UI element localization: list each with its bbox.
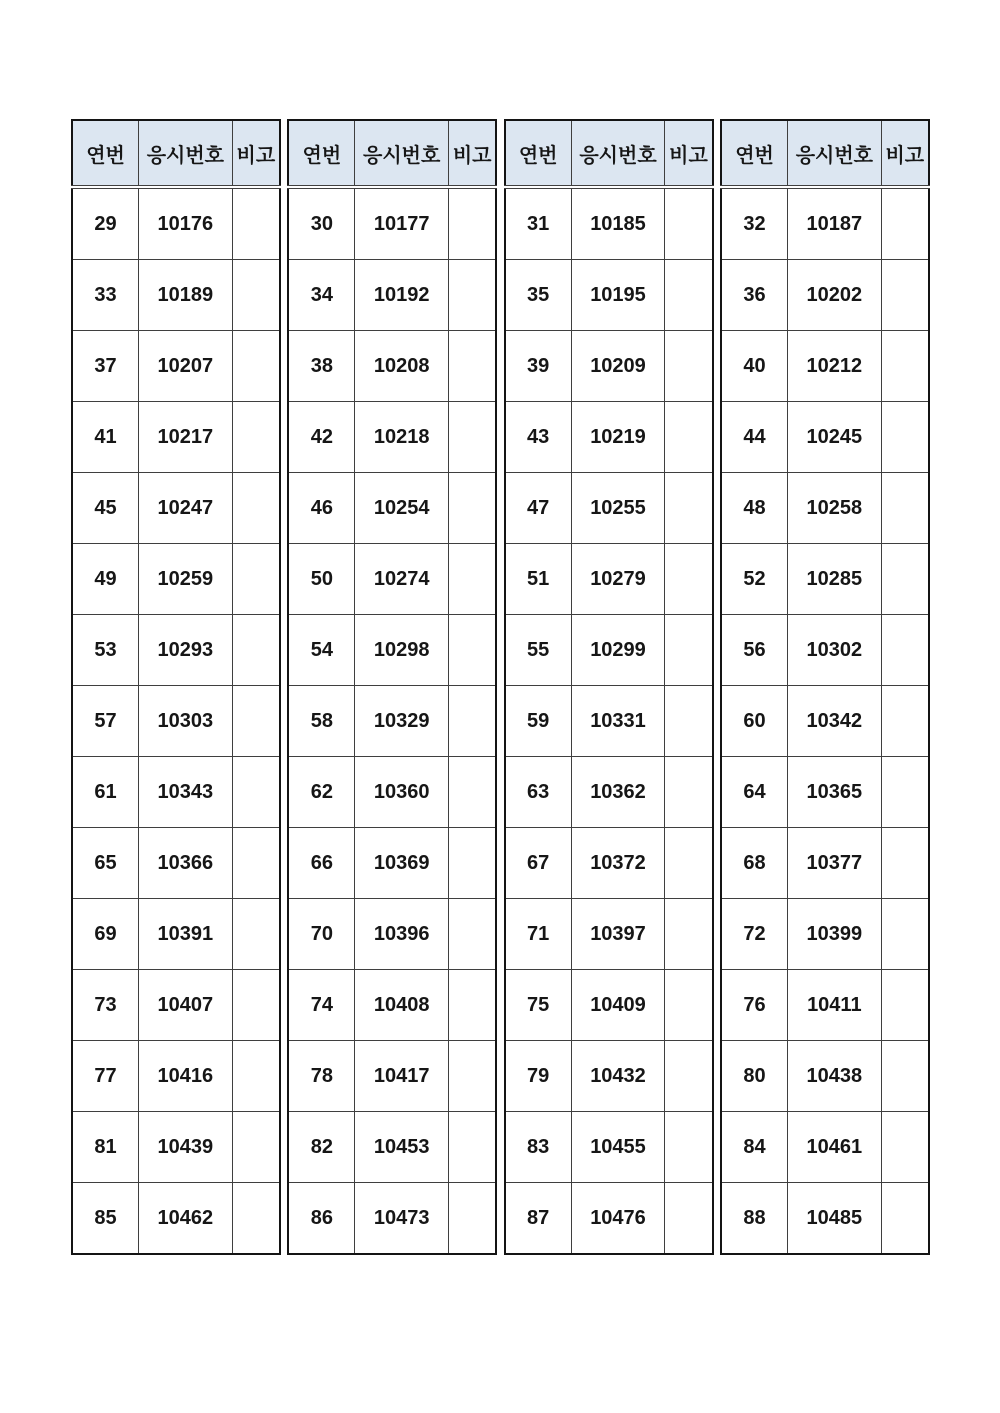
- exam-number-cell: 10397: [571, 899, 665, 970]
- note-cell: [665, 1183, 713, 1255]
- note-cell: [448, 686, 496, 757]
- note-cell: [232, 473, 280, 544]
- header-note: 비고: [881, 120, 929, 187]
- note-cell: [665, 828, 713, 899]
- exam-number-cell: 10299: [571, 615, 665, 686]
- exam-number-cell: 10408: [355, 970, 449, 1041]
- note-cell: [232, 615, 280, 686]
- table-row: [72, 402, 280, 473]
- note-cell: [448, 402, 496, 473]
- serial-cell: 69: [72, 899, 139, 970]
- exam-number-cell: 10365: [788, 757, 882, 828]
- table-row: [721, 1041, 929, 1112]
- table-row: [505, 1183, 713, 1255]
- exam-number-cell: 10411: [788, 970, 882, 1041]
- exam-number-cell: 10187: [788, 187, 882, 260]
- note-cell: [665, 757, 713, 828]
- exam-number-cell: 10473: [355, 1183, 449, 1255]
- exam-number-cell: 10285: [788, 544, 882, 615]
- note-cell: [448, 1183, 496, 1255]
- note-cell: [881, 544, 929, 615]
- serial-cell: 73: [72, 970, 139, 1041]
- table-row: [505, 828, 713, 899]
- serial-cell: 80: [721, 1041, 788, 1112]
- exam-table-group-2: [287, 119, 497, 1255]
- exam-roster-table-band: [71, 119, 930, 1255]
- serial-cell: 40: [721, 331, 788, 402]
- table-row: [505, 402, 713, 473]
- serial-cell: 38: [288, 331, 355, 402]
- header-row: [288, 120, 496, 187]
- note-cell: [665, 473, 713, 544]
- serial-cell: 35: [505, 260, 572, 331]
- note-cell: [665, 1112, 713, 1183]
- serial-cell: 86: [288, 1183, 355, 1255]
- serial-cell: 65: [72, 828, 139, 899]
- table-row: [505, 544, 713, 615]
- header-serial: 연번: [288, 120, 355, 187]
- note-cell: [665, 331, 713, 402]
- serial-cell: 64: [721, 757, 788, 828]
- table-row: [721, 473, 929, 544]
- table-row: [721, 757, 929, 828]
- table-row: [288, 899, 496, 970]
- exam-number-cell: 10255: [571, 473, 665, 544]
- header-serial: 연번: [72, 120, 139, 187]
- exam-number-cell: 10476: [571, 1183, 665, 1255]
- table-row: [721, 970, 929, 1041]
- exam-number-cell: 10247: [139, 473, 233, 544]
- serial-cell: 36: [721, 260, 788, 331]
- exam-number-cell: 10462: [139, 1183, 233, 1255]
- note-cell: [232, 828, 280, 899]
- note-cell: [448, 615, 496, 686]
- table-row: [288, 1112, 496, 1183]
- note-cell: [232, 757, 280, 828]
- exam-number-cell: 10342: [788, 686, 882, 757]
- table-row: [72, 1183, 280, 1255]
- exam-number-cell: 10303: [139, 686, 233, 757]
- header-exam-number: 응시번호: [788, 120, 882, 187]
- serial-cell: 72: [721, 899, 788, 970]
- exam-number-cell: 10360: [355, 757, 449, 828]
- header-row: [72, 120, 280, 187]
- serial-cell: 34: [288, 260, 355, 331]
- table-row: [72, 757, 280, 828]
- table-row: [288, 331, 496, 402]
- table-row: [721, 402, 929, 473]
- serial-cell: 63: [505, 757, 572, 828]
- serial-cell: 74: [288, 970, 355, 1041]
- serial-cell: 70: [288, 899, 355, 970]
- serial-cell: 50: [288, 544, 355, 615]
- table-row: [288, 970, 496, 1041]
- serial-cell: 59: [505, 686, 572, 757]
- serial-cell: 55: [505, 615, 572, 686]
- note-cell: [665, 899, 713, 970]
- note-cell: [448, 757, 496, 828]
- exam-number-cell: 10217: [139, 402, 233, 473]
- table-row: [288, 757, 496, 828]
- table-row: [288, 686, 496, 757]
- exam-number-cell: 10455: [571, 1112, 665, 1183]
- table-row: [72, 331, 280, 402]
- exam-number-cell: 10207: [139, 331, 233, 402]
- table-row: [505, 473, 713, 544]
- note-cell: [448, 828, 496, 899]
- note-cell: [448, 1041, 496, 1112]
- note-cell: [232, 331, 280, 402]
- serial-cell: 48: [721, 473, 788, 544]
- exam-number-cell: 10329: [355, 686, 449, 757]
- table-row: [721, 544, 929, 615]
- note-cell: [232, 1112, 280, 1183]
- note-cell: [881, 331, 929, 402]
- table-row: [505, 686, 713, 757]
- note-cell: [232, 1041, 280, 1112]
- serial-cell: 52: [721, 544, 788, 615]
- exam-number-cell: 10209: [571, 331, 665, 402]
- header-row: [505, 120, 713, 187]
- exam-number-cell: 10219: [571, 402, 665, 473]
- exam-number-cell: 10298: [355, 615, 449, 686]
- exam-number-cell: 10453: [355, 1112, 449, 1183]
- exam-number-cell: 10218: [355, 402, 449, 473]
- exam-table-group-3: [504, 119, 714, 1255]
- table-row: [721, 331, 929, 402]
- note-cell: [448, 970, 496, 1041]
- table-row: [505, 970, 713, 1041]
- exam-number-cell: 10185: [571, 187, 665, 260]
- table-row: [721, 899, 929, 970]
- serial-cell: 58: [288, 686, 355, 757]
- exam-number-cell: 10331: [571, 686, 665, 757]
- serial-cell: 46: [288, 473, 355, 544]
- serial-cell: 85: [72, 1183, 139, 1255]
- table-row: [72, 473, 280, 544]
- table-row: [505, 757, 713, 828]
- serial-cell: 29: [72, 187, 139, 260]
- header-note: 비고: [665, 120, 713, 187]
- serial-cell: 83: [505, 1112, 572, 1183]
- serial-cell: 45: [72, 473, 139, 544]
- note-cell: [881, 828, 929, 899]
- table-row: [72, 187, 280, 260]
- table-row: [505, 187, 713, 260]
- exam-number-cell: 10259: [139, 544, 233, 615]
- serial-cell: 75: [505, 970, 572, 1041]
- serial-cell: 61: [72, 757, 139, 828]
- serial-cell: 77: [72, 1041, 139, 1112]
- serial-cell: 68: [721, 828, 788, 899]
- serial-cell: 71: [505, 899, 572, 970]
- exam-number-cell: 10372: [571, 828, 665, 899]
- table-row: [288, 828, 496, 899]
- exam-number-cell: 10202: [788, 260, 882, 331]
- serial-cell: 43: [505, 402, 572, 473]
- note-cell: [881, 187, 929, 260]
- serial-cell: 51: [505, 544, 572, 615]
- exam-number-cell: 10293: [139, 615, 233, 686]
- header-note: 비고: [448, 120, 496, 187]
- note-cell: [665, 544, 713, 615]
- exam-number-cell: 10302: [788, 615, 882, 686]
- serial-cell: 81: [72, 1112, 139, 1183]
- serial-cell: 47: [505, 473, 572, 544]
- serial-cell: 44: [721, 402, 788, 473]
- note-cell: [232, 187, 280, 260]
- note-cell: [881, 260, 929, 331]
- header-exam-number: 응시번호: [139, 120, 233, 187]
- note-cell: [881, 757, 929, 828]
- exam-table-group-4: [720, 119, 930, 1255]
- table-row: [72, 899, 280, 970]
- table-row: [505, 260, 713, 331]
- serial-cell: 67: [505, 828, 572, 899]
- exam-number-cell: 10362: [571, 757, 665, 828]
- table-row: [505, 1112, 713, 1183]
- table-row: [72, 544, 280, 615]
- serial-cell: 66: [288, 828, 355, 899]
- table-row: [72, 828, 280, 899]
- exam-number-cell: 10189: [139, 260, 233, 331]
- serial-cell: 33: [72, 260, 139, 331]
- table-row: [288, 473, 496, 544]
- table-row: [72, 1112, 280, 1183]
- serial-cell: 78: [288, 1041, 355, 1112]
- note-cell: [448, 544, 496, 615]
- table-row: [72, 1041, 280, 1112]
- serial-cell: 82: [288, 1112, 355, 1183]
- note-cell: [881, 1183, 929, 1255]
- table-row: [721, 615, 929, 686]
- table-row: [288, 260, 496, 331]
- note-cell: [665, 686, 713, 757]
- header-note: 비고: [232, 120, 280, 187]
- table-row: [288, 402, 496, 473]
- exam-number-cell: 10254: [355, 473, 449, 544]
- note-cell: [232, 402, 280, 473]
- note-cell: [665, 970, 713, 1041]
- table-row: [288, 544, 496, 615]
- note-cell: [448, 899, 496, 970]
- serial-cell: 49: [72, 544, 139, 615]
- serial-cell: 31: [505, 187, 572, 260]
- table-row: [721, 686, 929, 757]
- serial-cell: 57: [72, 686, 139, 757]
- exam-number-cell: 10396: [355, 899, 449, 970]
- exam-number-cell: 10212: [788, 331, 882, 402]
- exam-number-cell: 10439: [139, 1112, 233, 1183]
- table-row: [505, 331, 713, 402]
- table-row: [72, 260, 280, 331]
- table-row: [288, 1183, 496, 1255]
- exam-number-cell: 10195: [571, 260, 665, 331]
- exam-number-cell: 10416: [139, 1041, 233, 1112]
- exam-number-cell: 10192: [355, 260, 449, 331]
- header-serial: 연번: [505, 120, 572, 187]
- serial-cell: 42: [288, 402, 355, 473]
- exam-number-cell: 10176: [139, 187, 233, 260]
- table-row: [505, 615, 713, 686]
- note-cell: [448, 260, 496, 331]
- table-row: [72, 686, 280, 757]
- note-cell: [232, 260, 280, 331]
- note-cell: [232, 544, 280, 615]
- note-cell: [881, 473, 929, 544]
- exam-number-cell: 10274: [355, 544, 449, 615]
- note-cell: [232, 1183, 280, 1255]
- exam-number-cell: 10399: [788, 899, 882, 970]
- serial-cell: 56: [721, 615, 788, 686]
- table-row: [505, 899, 713, 970]
- note-cell: [448, 331, 496, 402]
- table-row: [721, 1183, 929, 1255]
- exam-number-cell: 10208: [355, 331, 449, 402]
- exam-number-cell: 10279: [571, 544, 665, 615]
- exam-number-cell: 10343: [139, 757, 233, 828]
- note-cell: [448, 1112, 496, 1183]
- exam-number-cell: 10366: [139, 828, 233, 899]
- note-cell: [881, 970, 929, 1041]
- serial-cell: 54: [288, 615, 355, 686]
- serial-cell: 60: [721, 686, 788, 757]
- note-cell: [665, 260, 713, 331]
- exam-number-cell: 10377: [788, 828, 882, 899]
- table-row: [288, 1041, 496, 1112]
- exam-number-cell: 10432: [571, 1041, 665, 1112]
- exam-number-cell: 10417: [355, 1041, 449, 1112]
- exam-number-cell: 10245: [788, 402, 882, 473]
- note-cell: [881, 1041, 929, 1112]
- exam-number-cell: 10407: [139, 970, 233, 1041]
- exam-number-cell: 10369: [355, 828, 449, 899]
- table-row: [721, 260, 929, 331]
- note-cell: [232, 686, 280, 757]
- exam-number-cell: 10461: [788, 1112, 882, 1183]
- serial-cell: 62: [288, 757, 355, 828]
- note-cell: [665, 402, 713, 473]
- serial-cell: 87: [505, 1183, 572, 1255]
- serial-cell: 76: [721, 970, 788, 1041]
- serial-cell: 32: [721, 187, 788, 260]
- exam-number-cell: 10258: [788, 473, 882, 544]
- note-cell: [881, 899, 929, 970]
- exam-number-cell: 10391: [139, 899, 233, 970]
- table-row: [505, 1041, 713, 1112]
- table-row: [288, 615, 496, 686]
- note-cell: [232, 899, 280, 970]
- header-exam-number: 응시번호: [355, 120, 449, 187]
- note-cell: [881, 615, 929, 686]
- table-row: [721, 187, 929, 260]
- note-cell: [665, 615, 713, 686]
- exam-number-cell: 10177: [355, 187, 449, 260]
- serial-cell: 84: [721, 1112, 788, 1183]
- exam-number-cell: 10438: [788, 1041, 882, 1112]
- table-row: [72, 970, 280, 1041]
- serial-cell: 37: [72, 331, 139, 402]
- serial-cell: 88: [721, 1183, 788, 1255]
- exam-number-cell: 10409: [571, 970, 665, 1041]
- table-row: [721, 1112, 929, 1183]
- serial-cell: 53: [72, 615, 139, 686]
- note-cell: [232, 970, 280, 1041]
- serial-cell: 41: [72, 402, 139, 473]
- note-cell: [881, 1112, 929, 1183]
- note-cell: [881, 686, 929, 757]
- note-cell: [665, 1041, 713, 1112]
- exam-table-group-1: [71, 119, 281, 1255]
- header-serial: 연번: [721, 120, 788, 187]
- note-cell: [448, 187, 496, 260]
- note-cell: [665, 187, 713, 260]
- header-exam-number: 응시번호: [571, 120, 665, 187]
- serial-cell: 39: [505, 331, 572, 402]
- table-row: [721, 828, 929, 899]
- note-cell: [881, 402, 929, 473]
- exam-number-cell: 10485: [788, 1183, 882, 1255]
- serial-cell: 79: [505, 1041, 572, 1112]
- table-row: [288, 187, 496, 260]
- table-row: [72, 615, 280, 686]
- note-cell: [448, 473, 496, 544]
- serial-cell: 30: [288, 187, 355, 260]
- header-row: [721, 120, 929, 187]
